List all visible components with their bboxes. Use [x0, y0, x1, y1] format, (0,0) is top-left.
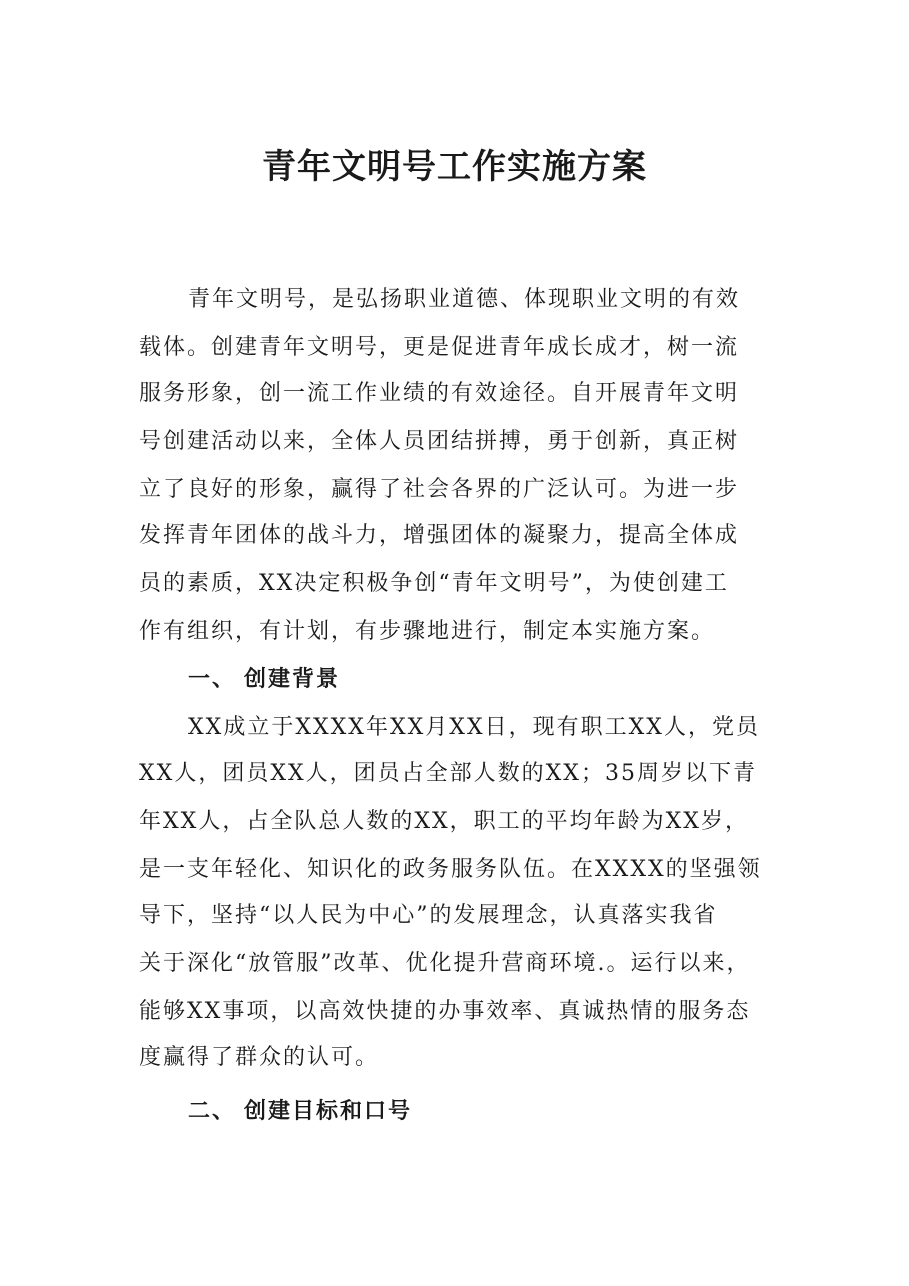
intro-line: 立了良好的形象，赢得了社会各界的广泛认可。为进一步	[139, 477, 740, 502]
intro-line: 号创建活动以来，全体人员团结拼搏，勇于创新，真正树	[139, 429, 740, 454]
intro-line: 服务形象，创一流工作业绩的有效途径。自开展青年文明	[139, 381, 740, 406]
section1-line: 年XX人，占全队总人数的XX，职工的平均年龄为XX岁，	[139, 809, 749, 834]
section-heading-background	[188, 656, 340, 704]
section-heading-goals	[188, 1088, 412, 1136]
section-title: 创建背景	[244, 667, 341, 692]
section1-line: 是一支年轻化、知识化的政务服务队伍。在XXXX的坚强领	[139, 857, 762, 882]
section-title: 创建目标和口号	[244, 1099, 413, 1124]
intro-line: 员的素质，XX决定积极争创“青年文明号”，为使创建工	[139, 571, 729, 596]
section1-line: XX人，团员XX人，团员占全部人数的XX；35周岁以下青	[139, 761, 757, 786]
intro-line: 载体。创建青年文明号，更是促进青年成长成才，树一流	[139, 335, 740, 360]
section-number: 一、	[188, 667, 237, 692]
section1-line: 度赢得了群众的认可。	[139, 1045, 380, 1070]
section1-line: 能够XX事项，以高效快捷的办事效率、真诚热情的服务态	[139, 999, 751, 1024]
section1-line: 导下，坚持“以人民为中心”的发展理念，认真落实我省	[139, 903, 718, 928]
section1-line: 关于深化“放管服”改革、优化提升营商环境.。运行以来，	[139, 951, 751, 976]
intro-line: 发挥青年团体的战斗力，增强团体的凝聚力，提高全体成	[139, 523, 740, 548]
intro-line: 青年文明号，是弘扬职业道德、体现职业文明的有效	[188, 287, 741, 312]
intro-line: 作有组织，有计划，有步骤地进行，制定本实施方案。	[139, 619, 716, 644]
document-title: 青年文明号工作实施方案	[262, 147, 647, 187]
section1-line: XX成立于XXXX年XX月XX日，现有职工XX人，党员	[188, 715, 760, 740]
section-number: 二、	[188, 1099, 237, 1124]
